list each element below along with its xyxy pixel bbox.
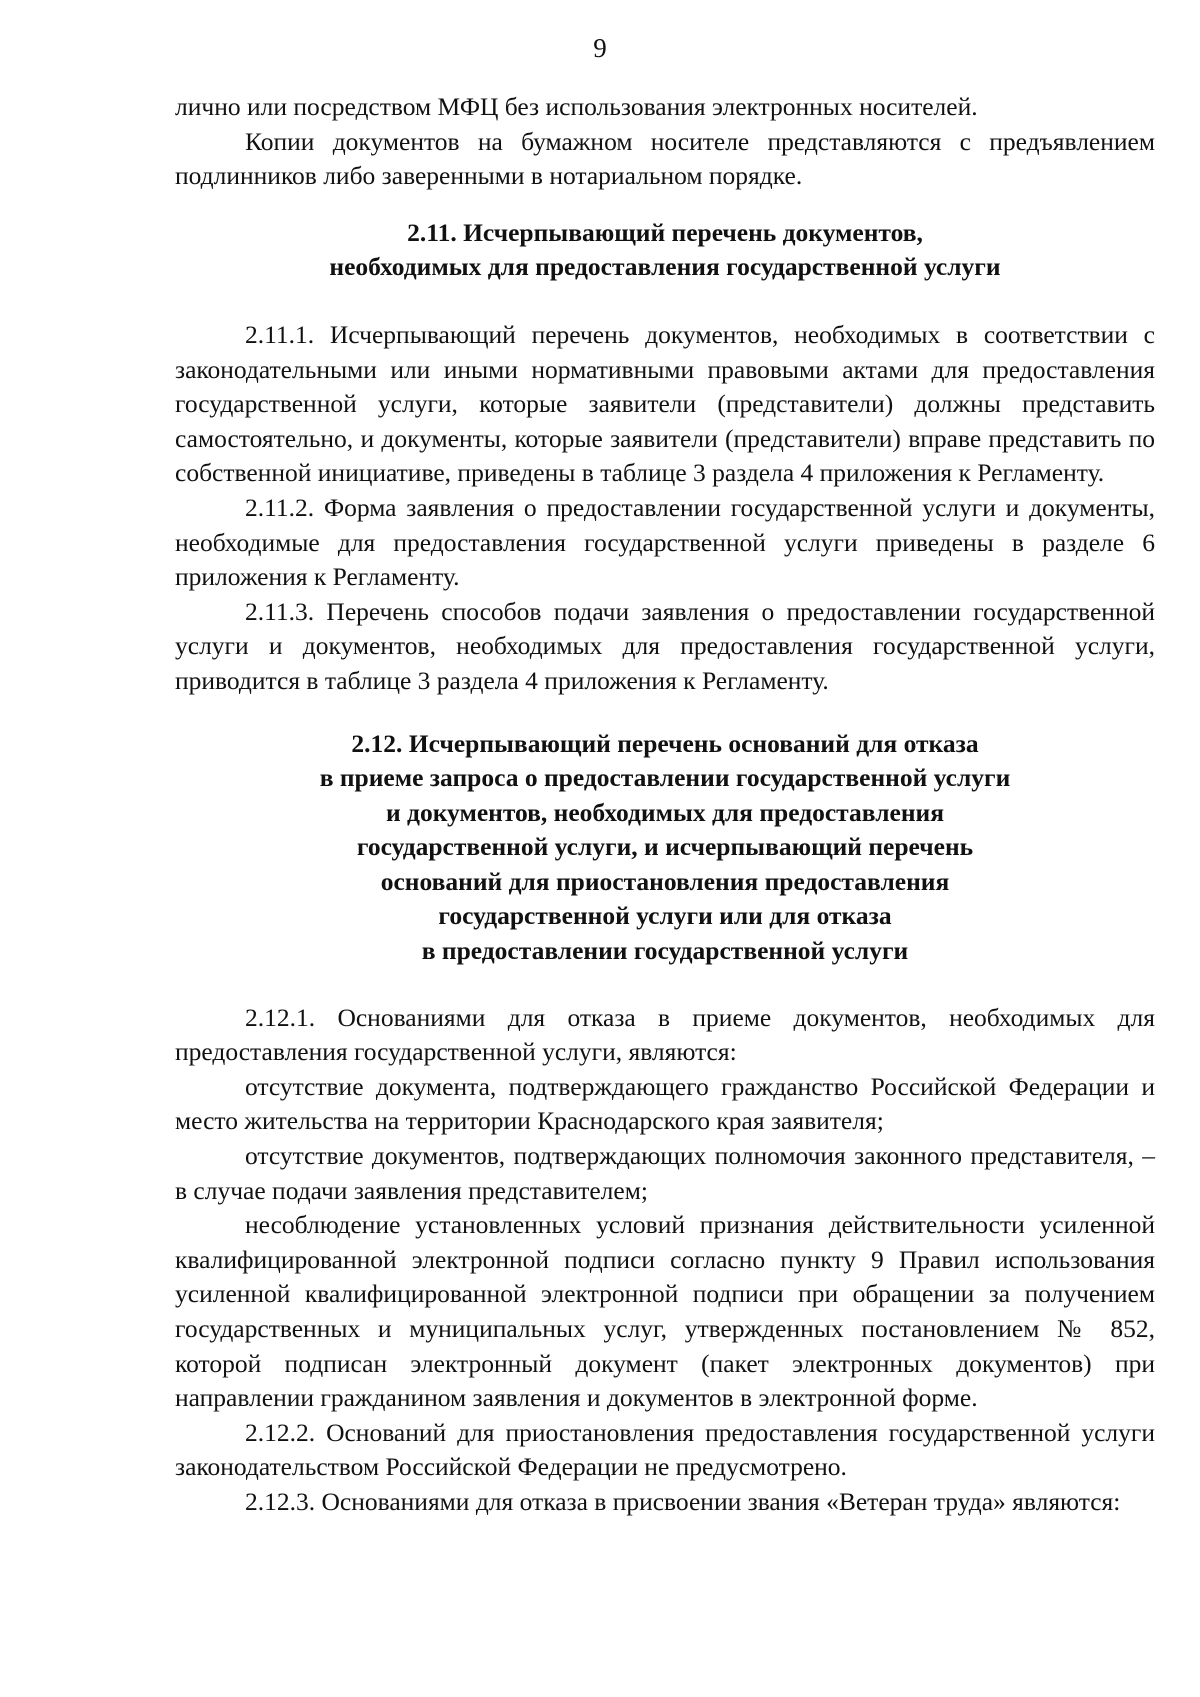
section-2-11-heading-line: необходимых для предоставления государственной услуги	[329, 252, 1001, 282]
section-2-12-heading-line: и документов, необходимых для предоставления	[385, 797, 945, 827]
section-2-11-heading	[175, 216, 1155, 285]
section-2-11-heading-line: 2.11. Исчерпывающий перечень документов,	[407, 217, 923, 247]
paragraph-2-11-1: 2.11.1. Исчерпывающий перечень документов, необходимых в соответствии с законодательными или иными нормативными правовыми актами для предоставления государственной услуги, которые заявители (представители) должны представить самостоятельно, и документы, которые заявители (представители) вправе представить по собственной инициативе, приведены в таблице 3 раздела 4 приложения к Регламенту.	[175, 319, 1155, 488]
paragraph-2-12-3: 2.12.3. Основаниями для отказа в присвоении звания «Ветеран труда» являются:	[245, 1486, 1121, 1516]
section-2-12-heading-line: в приеме запроса о предоставлении государственной услуги	[319, 763, 1011, 793]
section-2-12-heading-line: в предоставлении государственной услуги	[421, 936, 909, 966]
intro-paragraph-2: Копии документов на бумажном носителе представляются с предъявлением подлинников либо заверенными в нотариальном порядке.	[175, 126, 1155, 191]
paragraph-2-12-1-item-representative: отсутствие документов, подтверждающих полномочия законного представителя, – в случае подачи заявления представителем;	[175, 1141, 1155, 1205]
paragraph-2-12-1-item-citizenship: отсутствие документа, подтверждающего гражданство Российской Федерации и место жительства на территории Краснодарского края заявителя;	[175, 1071, 1155, 1136]
paragraph-2-12-1: 2.12.1. Основаниями для отказа в приеме документов, необходимых для предоставления государственной услуги, являются:	[175, 1002, 1155, 1067]
section-2-12-heading-line: государственной услуги или для отказа	[438, 901, 892, 931]
section-2-12-heading-line: 2.12. Исчерпывающий перечень оснований для отказа	[351, 728, 979, 758]
intro-paragraph-1: лично или посредством МФЦ без использования электронных носителей.	[175, 92, 978, 121]
section-2-12-heading-line: оснований для приостановления предоставления	[380, 866, 950, 896]
document-body	[175, 90, 1155, 1520]
paragraph-2-12-1-item-signature: несоблюдение установленных условий признания действительности усиленной квалифицированной электронной подписи согласно пункту 9 Правил использования усиленной квалифицированной электронной подписи при обращении за получением государственных и муниципальных услуг, утвержденных постановлением № 852, которой подписан электронный документ (пакет электронных документов) при направлении гражданином заявления и документов в электронной форме.	[175, 1210, 1155, 1413]
section-2-12-heading	[175, 727, 1155, 969]
paragraph-2-12-2: 2.12.2. Оснований для приостановления предоставления государственной услуги законодательством Российской Федерации не предусмотрено.	[175, 1417, 1155, 1482]
section-2-12-heading-line: государственной услуги, и исчерпывающий перечень	[356, 832, 974, 862]
page-number: 9	[593, 33, 607, 63]
paragraph-2-11-3: 2.11.3. Перечень способов подачи заявления о предоставлении государственной услуги и документов, необходимых для предоставления государственной услуги, приводится в таблице 3 раздела 4 приложения к Регламенту.	[175, 596, 1155, 695]
paragraph-2-11-2: 2.11.2. Форма заявления о предоставлении государственной услуги и документы, необходимые для предоставления государственной услуги приведены в разделе 6 приложения к Регламенту.	[175, 492, 1155, 592]
